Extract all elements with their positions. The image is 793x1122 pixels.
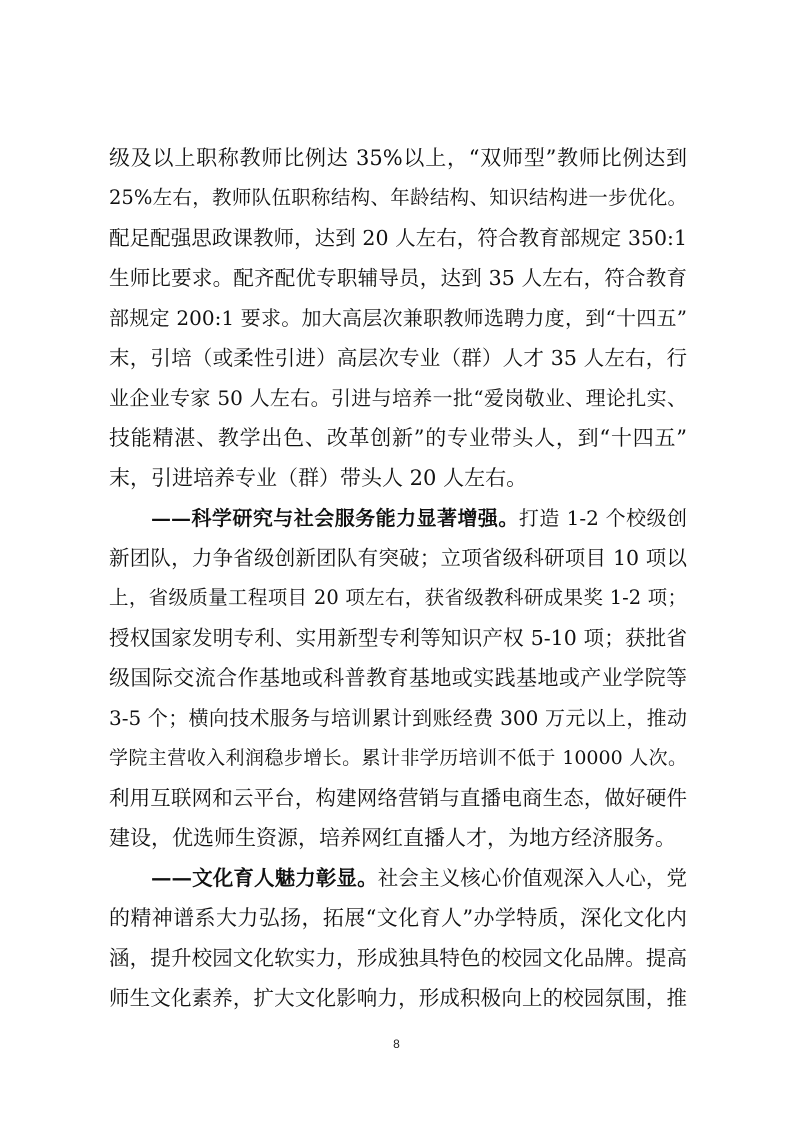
body-line: 利用互联网和云平台，构建网络营销与直播电商生态，做好硬件	[109, 786, 687, 810]
body-line: 级国际交流合作基地或科普教育基地或实践基地或产业学院等	[109, 666, 687, 690]
body-line: 上，省级质量工程项目 20 项左右，获省级教科研成果奖 1-2 项；	[109, 586, 687, 609]
body-line: 部规定 200:1 要求。加大高层次兼职教师选聘力度，到“十四五”	[109, 306, 687, 330]
body-line: 3-5 个；横向技术服务与培训累计到账经费 300 万元以上，推动	[109, 706, 687, 730]
body-line: 业企业专家 50 人左右。引进与培养一批“爱岗敬业、理论扎实、	[109, 386, 687, 410]
body-line: 涵，提升校园文化软实力，形成独具特色的校园文化品牌。提高	[109, 946, 687, 970]
body-line: 建设，优选师生资源，培养网红直播人才，为地方经济服务。	[109, 826, 676, 850]
body-line: 生师比要求。配齐配优专职辅导员，达到 35 人左右，符合教育	[109, 266, 687, 290]
heading-line-text: 打造 1-2 个校级创	[518, 506, 688, 530]
body-line: 技能精湛、教学出色、改革创新”的专业带头人，到“十四五”	[109, 426, 687, 450]
page-number: 8	[393, 1037, 400, 1051]
heading-line-text: 社会主义核心价值观深入人心，党	[377, 866, 687, 890]
section-heading-culture: ——文化育人魅力彰显。	[151, 866, 378, 890]
body-line: 学院主营收入利润稳步增长。累计非学历培训不低于 10000 人次。	[109, 747, 687, 769]
body-line: 配足配强思政课教师，达到 20 人左右，符合教育部规定 350:1	[109, 226, 687, 250]
section-heading-research: ——科学研究与社会服务能力显著增强。	[151, 506, 519, 530]
section-heading-line	[151, 503, 687, 533]
body-line: 末，引培（或柔性引进）高层次专业（群）人才 35 人左右，行	[109, 346, 687, 370]
body-line: 授权国家发明专利、实用新型专利等知识产权 5-10 项；获批省	[109, 626, 687, 650]
body-line: 的精神谱系大力弘扬，拓展“文化育人”办学特质，深化文化内	[109, 906, 687, 930]
body-line: 新团队，力争省级创新团队有突破；立项省级科研项目 10 项以	[109, 546, 687, 570]
body-line: 25%左右，教师队伍职称结构、年龄结构、知识结构进一步优化。	[109, 186, 687, 209]
body-line: 末，引进培养专业（群）带头人 20 人左右。	[109, 466, 528, 490]
body-line: 级及以上职称教师比例达 35%以上，“双师型”教师比例达到	[109, 146, 687, 170]
section-heading-line	[151, 863, 687, 893]
body-line: 师生文化素养，扩大文化影响力，形成积极向上的校园氛围，推	[109, 986, 687, 1010]
